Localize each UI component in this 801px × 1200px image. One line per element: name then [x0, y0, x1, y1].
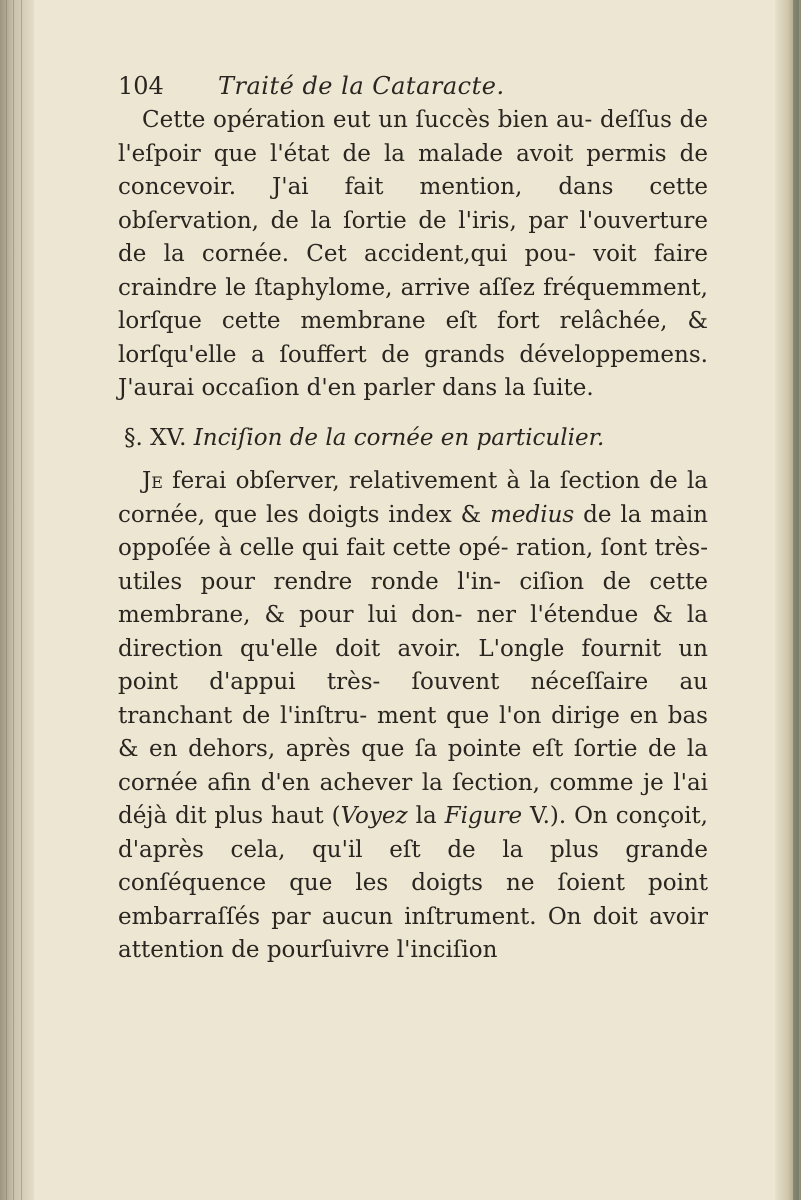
dropcap-word: Je [142, 468, 163, 494]
section-title: Inciſion de la cornée en particulier. [193, 424, 605, 451]
right-page-edge [775, 0, 801, 1200]
line-text: la [407, 803, 445, 829]
page-number: 104 [118, 72, 164, 100]
line-text: deſſus de l'eſpoir que l'état de la malade avoit [118, 107, 708, 167]
paragraph-2 [118, 465, 708, 968]
line-text: avoir. L'ongle fournit un point d'appui très- [118, 635, 708, 695]
running-head [118, 66, 708, 104]
line-text: ration, ſont très-utiles pour rendre ronde l'in- [118, 535, 708, 595]
italic-term: medius [490, 501, 575, 528]
line-text: fréquemment, lorſque cette membrane eſt [118, 274, 708, 334]
section-number: §. XV. [124, 424, 187, 451]
running-title: Traité de la Cataracte. [218, 72, 505, 100]
line-text: l'ouverture de la cornée. Cet accident,qui pou- [118, 207, 708, 267]
line-text: ferai obſerver, relativement à la ſection [162, 468, 641, 494]
line-text: parler dans la ſuite. [363, 375, 594, 401]
section-heading [118, 422, 708, 456]
line-text: ciſion de cette membrane, & pour lui don- [118, 568, 708, 628]
line-text: permis de concevoir. J'ai fait mention, dans [118, 140, 708, 200]
line-text: ſouvent néceſſaire au tranchant de l'inſtru- [118, 669, 708, 729]
paragraph-2-middle [118, 502, 708, 763]
line-text: grande conſéquence que les doigts ne ſoient [118, 836, 708, 896]
book-page [118, 66, 708, 968]
line-text: d'en achever la ſection, comme je l'ai déjà [118, 769, 709, 829]
line-text: voit faire craindre le ſtaphylome, arrive aſſez [118, 241, 709, 301]
left-page-edge [0, 0, 34, 1200]
line-text: V.). On [522, 803, 608, 829]
italic-term: Figure [444, 803, 523, 829]
line-text: Cette opération eut un ſuccès bien au- [142, 107, 600, 133]
line-text: ner l'étendue & la direction qu'elle doit [118, 602, 709, 662]
line-text: après que ſa pointe eſt ſortie de la cornée afin [118, 736, 709, 796]
line-text: grands développemens. J'aurai occaſion d'en [118, 341, 708, 401]
line-text: cette obſervation, de la ſortie de l'iris, par [118, 174, 708, 234]
line-text: fort relâchée, & lorſqu'elle a ſouffert de [118, 308, 708, 368]
italic-term: Voyez [340, 803, 408, 829]
line-text: de la cornée, que les doigts index & [118, 468, 709, 528]
line-text: doit avoir attention de pourſuivre l'inciſion [118, 903, 708, 963]
line-text: dit plus haut ( [175, 803, 341, 829]
line-text: point embarraſſés par aucun inſtrument. On [118, 870, 708, 930]
line-text: conçoit, d'après cela, qu'il eſt de la plus [118, 803, 708, 863]
line-text: ment que l'on dirige en bas & en dehors, [118, 702, 708, 762]
paragraph-1 [118, 104, 708, 406]
line-text: de la main oppoſée à celle qui fait cette opé- [118, 501, 708, 561]
